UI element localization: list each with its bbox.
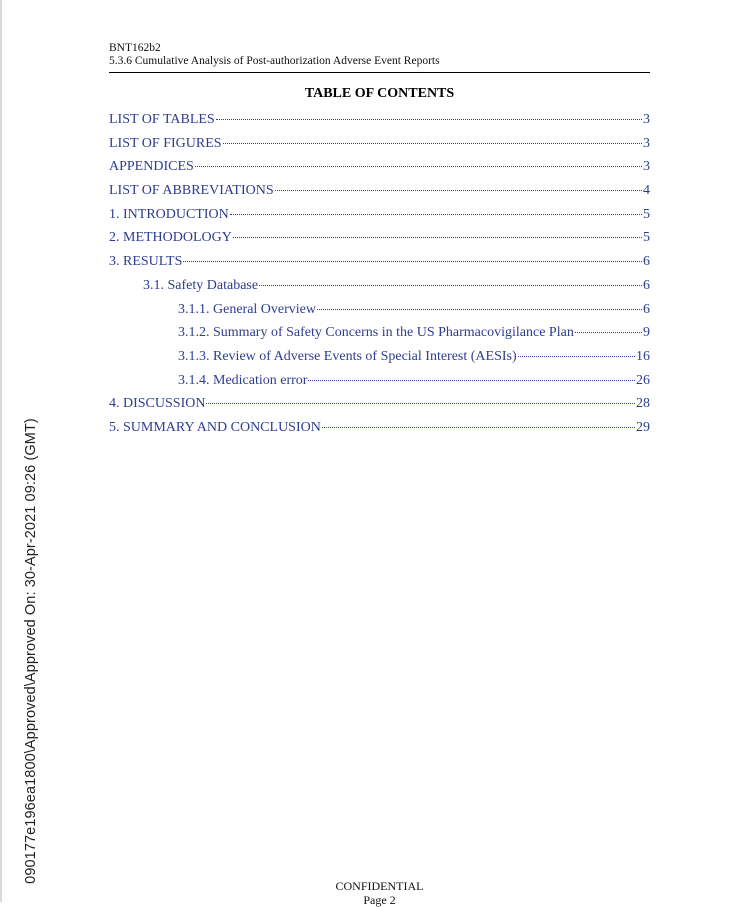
footer-confidential: CONFIDENTIAL [335,879,424,893]
toc-entry[interactable] [109,132,650,156]
page-left-edge [0,0,2,902]
approval-stamp: 090177e196ea1800\Approved\Approved On: 30-Apr-2021 09:26 (GMT) [23,418,39,884]
toc-dot-leader [206,403,635,404]
toc-entry-page-number: 6 [643,254,650,270]
header-document-title: 5.3.6 Cumulative Analysis of Post-authorization Adverse Event Reports [109,55,440,67]
toc-entry[interactable] [109,321,650,345]
toc-dot-leader [183,261,642,262]
toc-entry-page-number: 6 [643,301,650,317]
toc-entry[interactable] [109,345,650,369]
toc-entry[interactable] [109,179,650,203]
toc-entry-label: 3.1.4. Medication error [178,372,308,388]
toc-entry[interactable] [109,203,650,227]
toc-entry-label: 1. INTRODUCTION [109,206,229,222]
toc-entry-page-number: 16 [636,348,650,364]
toc-entry-label: LIST OF FIGURES [109,135,222,151]
page-header [109,42,650,68]
toc-dot-leader [223,143,642,144]
toc-dot-leader [575,332,642,333]
toc-dot-leader [518,356,635,357]
toc-entry-page-number: 26 [636,372,650,388]
toc-entry-label: 3.1. Safety Database [143,277,259,293]
toc-entry-page-number: 6 [643,277,650,293]
toc-entry[interactable] [109,250,650,274]
toc-entry[interactable] [109,155,650,179]
toc-entry[interactable] [109,226,650,250]
toc-dot-leader [275,190,642,191]
toc-entry[interactable] [109,369,650,393]
toc-dot-leader [259,285,642,286]
toc-entry-page-number: 4 [643,183,650,199]
toc-entry-page-number: 29 [636,419,650,435]
toc-title: TABLE OF CONTENTS [304,86,455,101]
toc-entry-label: LIST OF ABBREVIATIONS [109,183,274,199]
toc-entry[interactable] [109,416,650,440]
page-footer [109,879,650,907]
toc-entry-page-number: 3 [643,159,650,175]
toc-entry-page-number: 5 [643,230,650,246]
toc-entry[interactable] [109,274,650,298]
toc-dot-leader [233,237,642,238]
toc-entry[interactable] [109,392,650,416]
toc-entry-page-number: 5 [643,206,650,222]
toc-entry[interactable] [109,298,650,322]
toc-dot-leader [216,119,642,120]
table-of-contents [109,108,650,440]
toc-entry-page-number: 9 [643,325,650,341]
toc-dot-leader [322,427,635,428]
toc-dot-leader [230,214,642,215]
toc-entry-label: 3.1.3. Review of Adverse Events of Special Interest (AESIs) [178,348,517,364]
toc-dot-leader [317,309,642,310]
toc-entry-label: APPENDICES [109,159,194,175]
toc-entry-label: 2. METHODOLOGY [109,230,232,246]
toc-entry-page-number: 28 [636,396,650,412]
toc-entry-label: LIST OF TABLES [109,112,215,127]
toc-entry-label: 5. SUMMARY AND CONCLUSION [109,419,321,435]
header-divider [109,72,650,73]
toc-entry-label: 3.1.1. General Overview [178,301,317,317]
toc-dot-leader [308,380,635,381]
toc-entry-label: 3.1.2. Summary of Safety Concerns in the US Pharmacovigilance Plan [178,325,574,341]
toc-entry-label: 3. RESULTS [109,254,183,270]
toc-entry-page-number: 3 [643,135,650,151]
toc-entry[interactable] [109,108,650,132]
header-product: BNT162b2 [109,42,161,54]
footer-page-number: Page 2 [363,893,396,907]
toc-entry-label: 4. DISCUSSION [109,396,206,412]
toc-dot-leader [195,166,642,167]
toc-entry-page-number: 3 [643,112,650,127]
